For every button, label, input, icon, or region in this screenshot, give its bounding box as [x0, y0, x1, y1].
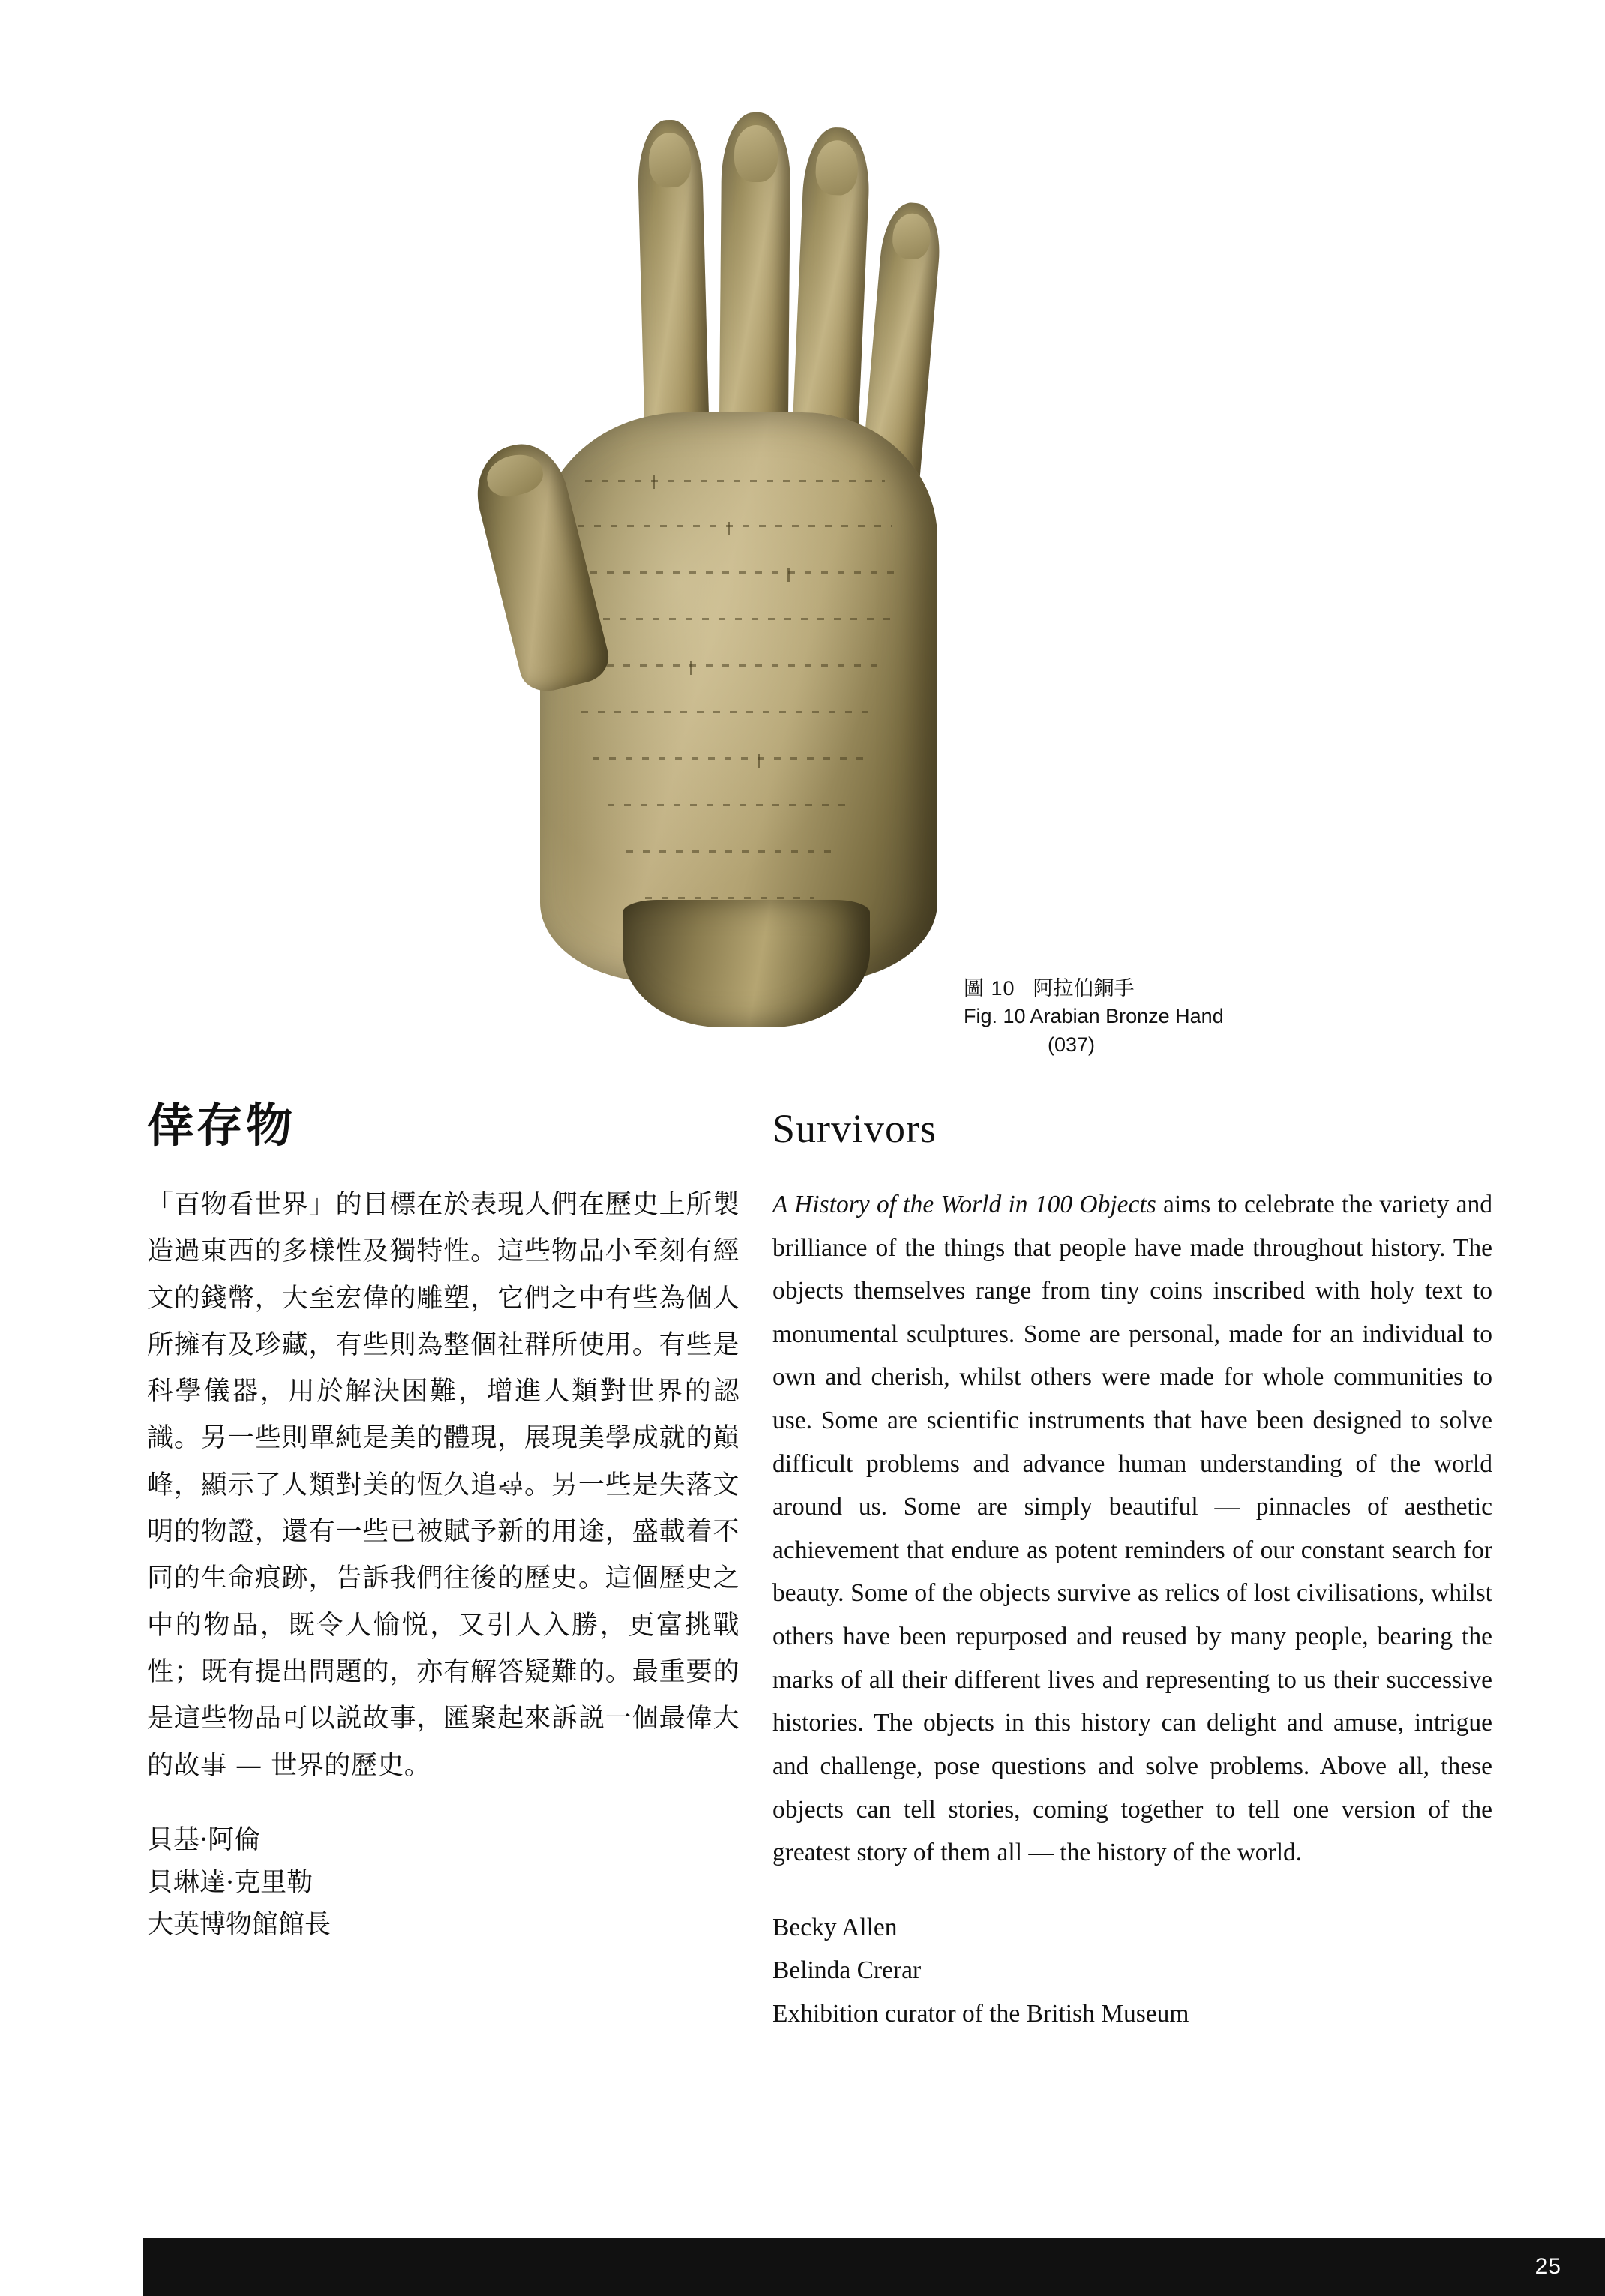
figure-area: [0, 0, 1605, 1117]
chinese-heading: 倖存物: [147, 1098, 296, 1152]
english-byline-line: Becky Allen: [772, 1913, 898, 1941]
figure-caption-zh-label: 圖 10: [964, 977, 1016, 1000]
english-body-rest: aims to celebrate the variety and brilliance of the things that people have made throughout history. The objects themselves range from tiny coins inscribed with holy text to monumental sculptures. Some are personal, made for an individual to own and cherish, whilst others were made for whole communities to use. Some are scientific instruments that have been designed to solve difficult problems and advance human understanding of the world around us. Some are simply beautiful — pinnacles of aesthetic achievement that endure as potent reminders of our constant search for beauty. Some of the objects survive as relics of lost civilisations, whilst others have been repurposed and reused by many people, bearing the marks of all their different lives and representing to us their successive histories. The objects in this history can delight and amuse, intrigue and challenge, pose questions and solve problems. Above all, these objects can tell stories, coming together to tell one version of the greatest story of them all — the history of the world.: [772, 1191, 1493, 1867]
thumbnail: [483, 450, 547, 502]
figure-caption-number: (037): [1048, 1033, 1096, 1056]
chinese-byline: [147, 1819, 740, 1947]
chinese-byline-line: 大英博物館館長: [147, 1910, 332, 1941]
fingernail: [734, 125, 778, 182]
arabian-bronze-hand-image: [472, 112, 1065, 1087]
chinese-column: [147, 1098, 740, 1947]
figure-caption-zh-text: 阿拉伯銅手: [1033, 977, 1135, 1000]
english-byline-line: Exhibition curator of the British Museum: [772, 1999, 1190, 2028]
fingernail: [891, 212, 932, 261]
hand-wrist: [622, 900, 870, 1027]
fingernail: [649, 132, 692, 187]
chinese-byline-line: 貝基·阿倫: [147, 1824, 261, 1855]
english-column: [772, 1102, 1492, 2036]
article-columns: [0, 1098, 1605, 2152]
figure-caption-en: Fig. 10 Arabian Bronze Hand: [964, 1005, 1224, 1028]
footer-bar: [142, 2238, 1605, 2296]
figure-caption: [964, 975, 1384, 1059]
english-byline: [772, 1906, 1492, 2036]
figure-caption-zh: [964, 975, 1384, 1003]
hand-palm: [540, 412, 938, 982]
english-body-italic-title: A History of the World in 100 Objects: [772, 1191, 1156, 1218]
page-number: 25: [1534, 2254, 1562, 2279]
english-heading: Survivors: [772, 1106, 938, 1151]
chinese-byline-line: 貝琳達·克里勒: [147, 1867, 314, 1898]
english-body-text: [772, 1183, 1492, 1875]
chinese-body-text: 「百物看世界」的目標在於表現人們在歷史上所製造過東西的多樣性及獨特性。這些物品小至刻有經文的錢幣，大至宏偉的雕塑，它們之中有些為個人所擁有及珍藏，有些則為整個社群所使用。有些是科學儀器，用於解決困難，增進人類對世界的認識。另一些則單純是美的體現，展現美學成就的巔峰，顯示了人類對美的恆久追尋。另一些是失落文明的物證，還有一些已被賦予新的用途，盛載着不同的生命痕跡，告訴我們往後的歷史。這個歷史之中的物品，既令人愉悦，又引人入勝，更富挑戰性；既有提出問題的，亦有解答疑難的。最重要的是這些物品可以説故事，匯聚起來訴説一個最偉大的故事 — 世界的歷史。: [147, 1190, 740, 1781]
english-byline-line: Belinda Crerar: [772, 1956, 922, 1985]
fingernail: [814, 139, 859, 196]
figure-caption-number-row: [964, 1031, 1384, 1059]
